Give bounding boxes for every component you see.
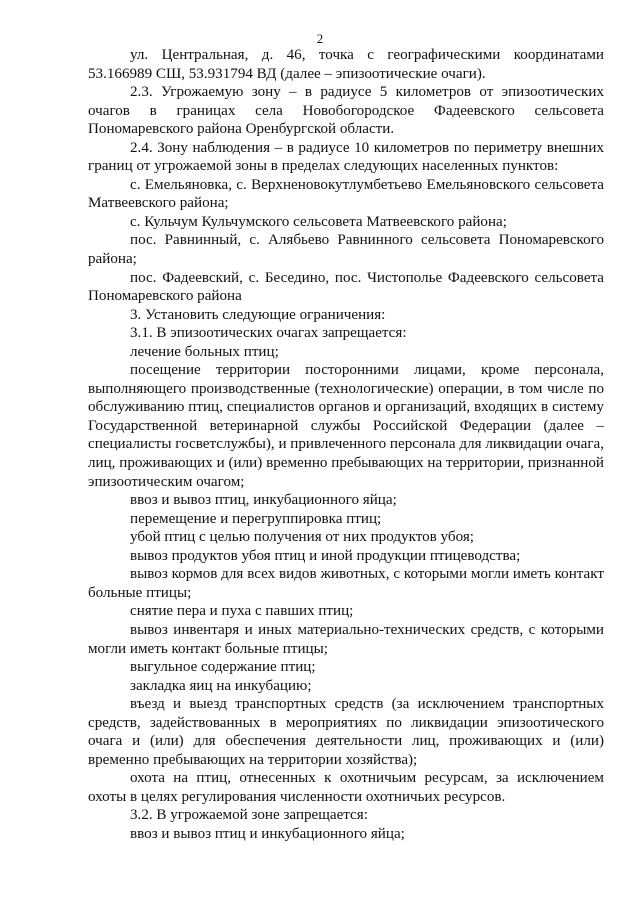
- paragraph: ввоз и вывоз птиц и инкубационного яйца;: [130, 825, 405, 842]
- paragraph: посещение территории посторонними лицами, кроме персонала, выполняющего производственные (технологические) операции, в том числе по обслуживанию птиц, специалистов органов и организаций, входящих в систему Государственной ветеринарной службы Российской Федерации (далее – специалисты госветслужбы), и привлеченного персонала для ликвидации очага, лиц, проживающих и (или) временно пребывающих на территории, признанной эпизоотическим очагом;: [88, 362, 604, 490]
- paragraph: с. Кульчум Кульчумского сельсовета Матвеевского района;: [130, 213, 507, 230]
- paragraph: пос. Равнинный, с. Алябьево Равнинного сельсовета Пономаревского района;: [88, 232, 604, 268]
- paragraph: с. Емельяновка, с. Верхненовокутлумбетьево Емельяновского сельсовета Матвеевского района;: [88, 176, 604, 212]
- paragraph: закладка яиц на инкубацию;: [130, 677, 312, 694]
- document-body: [88, 46, 604, 844]
- paragraph: 3.1. В эпизоотических очагах запрещается:: [130, 325, 407, 342]
- paragraph: вывоз кормов для всех видов животных, с которыми могли иметь контакт больные птицы;: [88, 566, 604, 601]
- paragraph: снятие пера и пуха с павших птиц;: [130, 603, 354, 620]
- paragraph: 2.4. Зону наблюдения – в радиусе 10 километров по периметру внешних границ от угрожаемой зоны в пределах следующих населенных пунктов:: [88, 139, 604, 175]
- paragraph: вывоз инвентаря и иных материально-технических средств, с которыми могли иметь контакт больные птицы;: [88, 621, 604, 657]
- paragraph: охота на птиц, отнесенных к охотничьим ресурсам, за исключением охоты в целях регулирования численности охотничьих ресурсов.: [88, 770, 604, 805]
- paragraph: убой птиц с целью получения от них продуктов убоя;: [130, 529, 474, 546]
- paragraph: 3.2. В угрожаемой зоне запрещается:: [130, 807, 368, 824]
- paragraph: выгульное содержание птиц;: [130, 659, 316, 676]
- paragraph: 2.3. Угрожаемую зону – в радиусе 5 километров от эпизоотических очагов в границах села Новобогородское Фадеевского сельсовета Пономаревского района Оренбургской области.: [88, 84, 604, 138]
- paragraph: 3. Установить следующие ограничения:: [130, 306, 386, 323]
- paragraph: лечение больных птиц;: [130, 343, 279, 360]
- paragraph: перемещение и перегруппировка птиц;: [130, 510, 382, 527]
- paragraph: пос. Фадеевский, с. Беседино, пос. Чистополье Фадеевского сельсовета Пономаревского района: [88, 269, 604, 305]
- paragraph: ул. Центральная, д. 46, точка с географическими координатами 53.166989 СШ, 53.931794 ВД (далее – эпизоотические очаги).: [88, 47, 604, 82]
- paragraph: въезд и выезд транспортных средств (за исключением транспортных средств, задействованных в мероприятиях по ликвидации эпизоотического очага и (или) для обеспечения деятельности лиц, проживающих и (или) временно пребывающих на территории хозяйства);: [88, 696, 604, 768]
- paragraph: вывоз продуктов убоя птиц и иной продукции птицеводства;: [130, 547, 521, 564]
- paragraph: ввоз и вывоз птиц, инкубационного яйца;: [130, 492, 397, 509]
- page-number: 2: [316, 31, 324, 46]
